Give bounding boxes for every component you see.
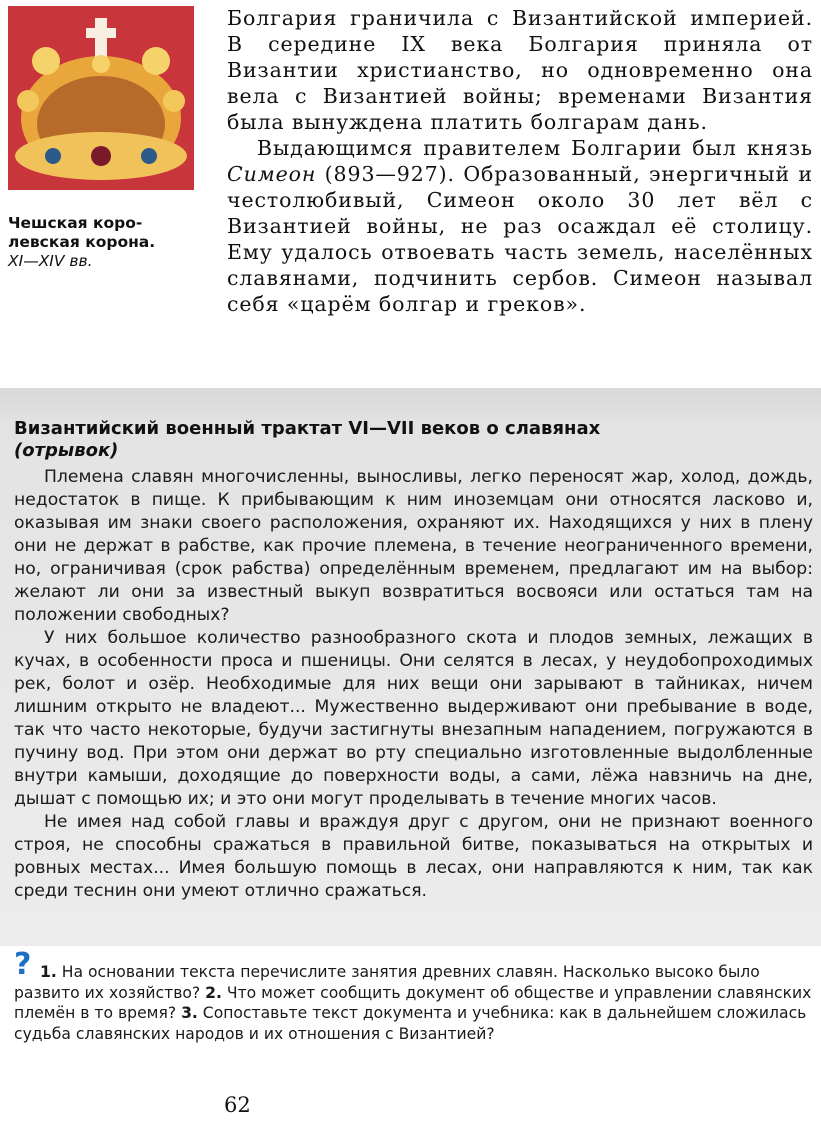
document-paragraph-1: Племена славян многочисленны, выносливы, легко переносят жар, холод, дождь, недостаток в пище. К прибывающим к ним иноземцам они относятся ласково и, оказывая им знаки своего расположения, охраняют их. Находящихся у них в плену они не держат в рабстве, как прочие племена, в течение неограниченного времени, но, ограничивая (срок рабства) определённым временем, предлагают им на выбор: желают ли они за известный выкуп возвратиться восвояси или остаться там на положении свободных? — [14, 467, 813, 625]
caption-title-line2: левская корона. — [8, 233, 156, 251]
document-text — [14, 466, 813, 903]
questions-block — [14, 962, 814, 1044]
document-subtitle: (отрывок) — [14, 440, 119, 461]
figure-caption — [8, 214, 198, 271]
document-paragraph-2: У них большое количество разнообразного скота и плодов земных, лежащих в кучах, в особенности проса и пшеницы. Они селятся в лесах, у неудобопроходимых рек, болот и озёр. Необходимые для них вещи они зарывают в тайниках, ничем лишним открыто не владеют... Мужественно выдерживают они пребывание в воде, так что часто некоторые, будучи застигнуты внезапным нападением, погружаются в пучину вод. При этом они держат во рту специально изготовленные выдолбленные внутри камыши, доходящие до поверхности воды, а сами, лёжа навзничь на дне, дышат с помощью их; и это они могут проделывать в течение многих часов. — [14, 628, 813, 809]
main-paragraph-1: Болгария граничила с Византийской империей. В середине IX века Болгария приняла от Византии христианство, но одновременно она вела с Византией войны; временами Византия была вынуждена платить болгарам дань. — [227, 6, 813, 134]
question-2-text: Что может сообщить документ об обществе и управлении славянских племён в то время? — [14, 983, 812, 1022]
caption-title-line1: Чешская коро- — [8, 214, 143, 232]
page-number: 62 — [224, 1093, 251, 1117]
crown-photo — [8, 6, 194, 190]
ruler-name: Симеон — [227, 162, 317, 186]
question-2-number: 2. — [205, 983, 222, 1002]
question-1-text: На основании текста перечислите занятия древних славян. Насколько высоко было развито их хозяйство? — [14, 963, 760, 1002]
main-paragraph-2-end: (893—927). Образованный, энергичный и честолюбивый, Симеон около 30 лет вёл с Византией войны, не раз осаждал её столицу. Ему удалось отвоевать часть земель, населённых славянами, подчинить сербов. Симеон называл себя «царём болгар и греков». — [227, 162, 813, 316]
question-1-number: 1. — [40, 963, 57, 981]
document-title: Византийский военный трактат VI—VII веков о славянах — [14, 418, 601, 439]
question-3-text: Сопоставьте текст документа и учебника: как в дальнейшем сложилась судьба славянских народов и их отношения с Византией? — [14, 1004, 807, 1043]
main-paragraph-2-start: Выдающимся правителем Болгарии был князь — [257, 136, 813, 160]
document-paragraph-3: Не имея над собой главы и враждуя друг с другом, они не признают военного строя, не способны сражаться в правильной битве, показываться на открытых и ровных местах... Имея большую помощь в лесах, они направляются к ним, так как среди теснин они умеют отлично сражаться. — [14, 812, 813, 901]
main-text — [227, 5, 813, 317]
question-mark-icon: ? — [14, 947, 32, 982]
crown-illustration — [8, 6, 194, 190]
caption-date: XI—XIV вв. — [8, 252, 93, 270]
main-paragraph-2 — [227, 135, 813, 317]
question-3-number: 3. — [181, 1004, 198, 1022]
